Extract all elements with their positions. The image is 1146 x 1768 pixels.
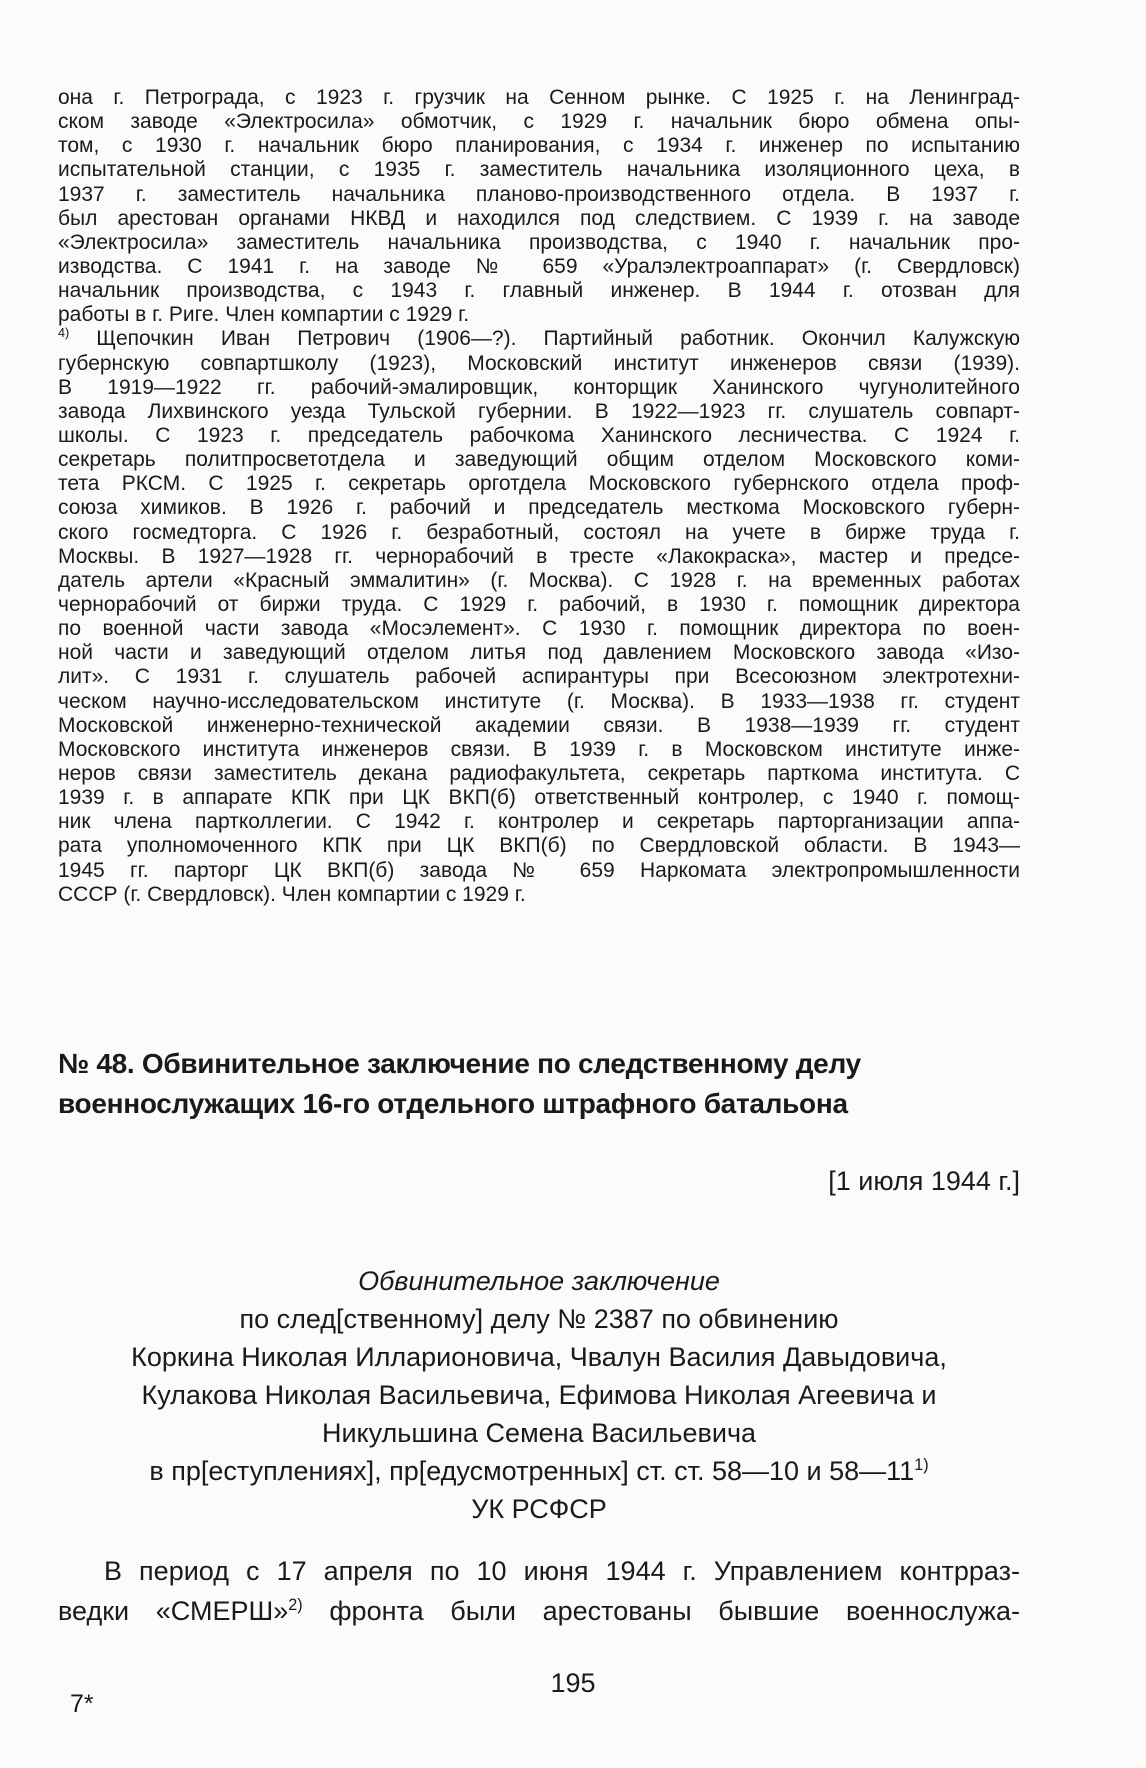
title-line: Кулакова Николая Васильевича, Ефимова Николая Агеевича и — [141, 1380, 937, 1410]
footnote-text: начальник производства, с 1943 г. главный инженер. В 1944 г. отозван для — [58, 279, 1020, 303]
footnote-text: ского госмедторга. С 1926 г. безработный, состоял на учете в бирже труда г. — [58, 520, 1020, 544]
title-line: УК РСФСР — [471, 1494, 607, 1524]
footnote-text: 1939 г. в аппарате КПК при ЦК ВКП(б) ответственный контролер, с 1940 г. помощ- — [58, 786, 1020, 810]
footnote-text: завода Лихвинского уезда Тульской губернии. В 1922—1923 гг. слушатель совпарт- — [58, 399, 1020, 423]
footnote-line — [58, 110, 1020, 134]
footnote-line — [58, 255, 1020, 279]
footnote-line — [58, 569, 1020, 593]
footnote-text: Московского института инженеров связи. В 1939 г. в Московском институте инже- — [58, 737, 1020, 761]
body-line — [58, 1591, 1020, 1631]
footnote-text: союза химиков. В 1926 г. рабочий и председатель месткома Московского губерн- — [58, 496, 1020, 520]
footnote-line — [58, 207, 1020, 231]
heading-line: военнослужащих 16-го отдельного штрафного батальона — [58, 1088, 848, 1119]
footnote-line — [58, 183, 1020, 207]
footnote-text: работы в г. Риге. Член компартии с 1929 г. — [58, 303, 470, 327]
footnote-text: секретарь политпросветотдела и заведующий общим отделом Московского коми- — [58, 448, 1020, 472]
footnote-text: неров связи заместитель декана радиофакультета, секретарь парткома института. С — [58, 761, 1020, 785]
body-text: фронта были арестованы бывшие военнослужа- — [302, 1596, 1020, 1626]
footnote-line — [58, 593, 1020, 617]
footnote-text: изводства. С 1941 г. на заводе № 659 «Уралэлектроаппарат» (г. Свердловск) — [58, 254, 1020, 278]
footnote-line — [58, 472, 1020, 496]
footnote-line — [58, 786, 1020, 810]
document-heading — [58, 1044, 861, 1124]
footnote-text: ческом научно-исследовательском институте (г. Москва). В 1933—1938 гг. студент — [58, 689, 1020, 713]
footnote-line — [58, 352, 1020, 376]
footnote-line — [58, 134, 1020, 158]
footnote-line — [58, 738, 1020, 762]
footnotes-block — [58, 86, 1020, 907]
body-text: ведки «СМЕРШ» — [58, 1596, 289, 1626]
title-line — [58, 1452, 1020, 1490]
footnote-text: В 1919—1922 гг. рабочий-эмалировщик, конторщик Ханинского чугунолитейного — [58, 375, 1020, 399]
footnote-line — [58, 690, 1020, 714]
footnote-text: школы. С 1923 г. председатель рабочкома Ханинского лесничества. С 1924 г. — [58, 423, 1020, 447]
footnote-text: Московской инженерно-технической академии связи. В 1938—1939 гг. студент — [58, 713, 1020, 737]
footnote-line — [58, 859, 1020, 883]
footnote-line — [58, 545, 1020, 569]
footnote-line — [58, 762, 1020, 786]
footnote-ref: 2) — [288, 1596, 303, 1614]
heading-line: № 48. Обвинительное заключение по следственному делу — [58, 1048, 861, 1079]
footnote-number: 4) — [58, 326, 70, 341]
footnote-text: она г. Петрограда, с 1923 г. грузчик на Сенном рынке. С 1925 г. на Ленинград- — [58, 86, 1020, 109]
footnote-ref: 1) — [914, 1456, 929, 1474]
footnote-text: датель артели «Красный эммалитин» (г. Москва). С 1928 г. на временных работах — [58, 568, 1020, 592]
footnote-text: Москвы. В 1927—1928 гг. чернорабочий в тресте «Лакокраска», мастер и предсе- — [58, 544, 1020, 568]
footnote-line — [58, 327, 1020, 351]
footnote-text: 1937 г. заместитель начальника планово-производственного отдела. В 1937 г. — [58, 182, 1020, 206]
title-line: Коркина Николая Илларионовича, Чвалун Василия Давыдовича, — [131, 1342, 947, 1372]
title-line: Никульшина Семена Васильевича — [321, 1418, 757, 1448]
footnote-line — [58, 231, 1020, 255]
footnote-line — [58, 834, 1020, 858]
footnote-line — [58, 714, 1020, 738]
footnote-text: был арестован органами НКВД и находился под следствием. С 1939 г. на заводе — [58, 206, 1020, 230]
document-body — [58, 1551, 1020, 1631]
document-date: [1 июля 1944 г.] — [828, 1166, 1020, 1196]
footnote-line — [58, 400, 1020, 424]
page-number: 195 — [550, 1668, 596, 1698]
footnote-text: Щепочкин Иван Петрович (1906—?). Партийный работник. Окончил Калужскую — [69, 327, 1020, 351]
footnote-line — [58, 86, 1020, 110]
footnote-text: «Электросила» заместитель начальника производства, с 1940 г. начальник про- — [58, 230, 1020, 254]
footnote-line — [58, 617, 1020, 641]
footnote-line — [58, 158, 1020, 182]
footnote-line — [58, 448, 1020, 472]
document-title — [58, 1262, 1020, 1528]
footnote-line — [58, 883, 1020, 907]
footnote-text: испытательной станции, с 1935 г. заместитель начальника изоляционного цеха, в — [58, 158, 1020, 182]
title-line: по след[ственному] делу № 2387 по обвинению — [239, 1304, 839, 1334]
title-line-text: в пр[еступлениях], пр[едусмотренных] ст. ст. 58—10 и 58—11 — [149, 1456, 915, 1486]
footnote-text: по военной части завода «Мосэлемент». С 1930 г. помощник директора по воен- — [58, 617, 1020, 641]
footnote-text: чернорабочий от биржи труда. С 1929 г. рабочий, в 1930 г. помощник директора — [58, 592, 1020, 616]
footnote-line — [58, 665, 1020, 689]
footnote-text: тета РКСМ. С 1925 г. секретарь орготдела Московского губернского отдела проф- — [58, 472, 1020, 496]
footnote-line — [58, 641, 1020, 665]
footnote-line — [58, 521, 1020, 545]
footnote-line — [58, 496, 1020, 520]
footnote-line — [58, 376, 1020, 400]
footnote-line — [58, 279, 1020, 303]
footnote-text: ной части и заведующий отделом литья под давлением Московского завода «Изо- — [58, 641, 1020, 665]
footnote-text: ском заводе «Электросила» обмотчик, с 1929 г. начальник бюро обмена опы- — [58, 110, 1020, 134]
footnote-line — [58, 810, 1020, 834]
footnote-text: том, с 1930 г. начальник бюро планирования, с 1934 г. инженер по испытанию — [58, 134, 1020, 158]
body-line: В период с 17 апреля по 10 июня 1944 г. Управлением контрраз- — [104, 1556, 1020, 1586]
footnote-text: рата уполномоченного КПК при ЦК ВКП(б) по Свердловской области. В 1943— — [58, 834, 1020, 858]
footnote-text: СССР (г. Свердловск). Член компартии с 1929 г. — [58, 882, 526, 906]
footnote-line — [58, 303, 1020, 327]
footnote-text: лит». С 1931 г. слушатель рабочей аспирантуры при Всесоюзном электротехни- — [58, 665, 1020, 689]
footnote-text: ник члена партколлегии. С 1942 г. контролер и секретарь парторганизации аппа- — [58, 810, 1020, 834]
footnote-line — [58, 424, 1020, 448]
signature-mark: 7* — [70, 1690, 94, 1718]
footnote-text: 1945 гг. парторг ЦК ВКП(б) завода № 659 Наркомата электропромышленности — [58, 858, 1020, 882]
title-italic: Обвинительное заключение — [358, 1266, 720, 1296]
footnote-text: губернскую совпартшколу (1923), Московский институт инженеров связи (1939). — [58, 351, 1020, 375]
